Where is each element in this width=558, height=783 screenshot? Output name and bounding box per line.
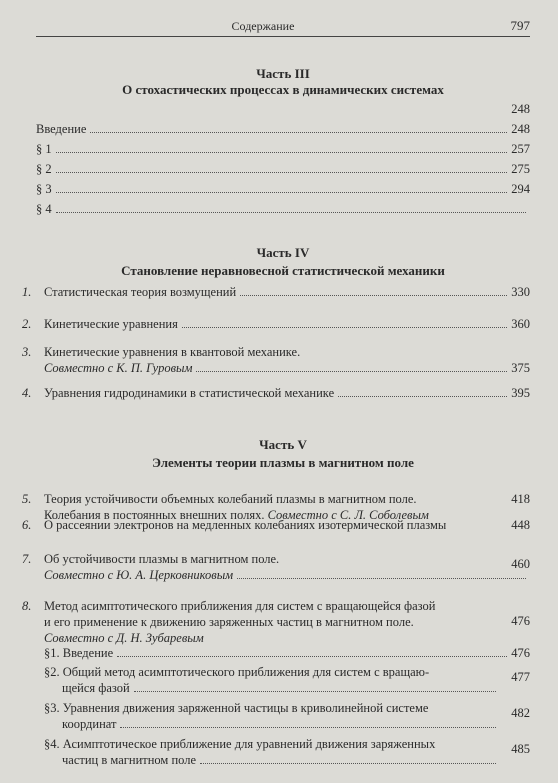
toc-entry-page: 275 [511, 162, 530, 176]
toc-entry-label: Об устойчивости плазмы в магнитном поле. [44, 552, 280, 566]
part4-title: Становление неравновесной статистической механики [121, 263, 445, 278]
running-head [36, 14, 530, 37]
toc-subentry-label-line2: координат [62, 717, 117, 731]
toc-entry-coauthor: Совместно с Д. Н. Зубаревым [44, 631, 204, 645]
leader-dots [120, 727, 496, 728]
toc-entry-page: 375 [511, 361, 530, 375]
toc-entry[interactable] [22, 344, 530, 378]
leader-dots [240, 295, 507, 296]
toc-entry[interactable] [36, 181, 530, 197]
toc-entry[interactable] [36, 201, 530, 217]
toc-entry-number: 7. [22, 552, 32, 566]
toc-entry-label-line1: Метод асимптотического приближения для систем с вращающейся фазой [44, 599, 436, 613]
toc-subentry[interactable] [44, 664, 530, 698]
toc-entry-label: § 2 [36, 162, 52, 176]
part3-top-page-row [36, 101, 530, 117]
toc-entry-label: Кинетические уравнения [44, 317, 178, 331]
toc-subentry[interactable] [44, 700, 530, 734]
leader-dots [117, 656, 507, 657]
toc-entry[interactable] [22, 284, 530, 300]
leader-dots [56, 172, 508, 173]
toc-entry-page: 448 [511, 518, 530, 532]
leader-dots [56, 192, 508, 193]
toc-entry-coauthor: Совместно с К. П. Гуровым [44, 361, 193, 375]
leader-dots [237, 578, 526, 579]
toc-entry-number: 8. [22, 599, 32, 613]
toc-entry-page: 330 [511, 285, 530, 299]
toc-entry-page: 257 [511, 142, 530, 156]
toc-entry-number: 2. [22, 317, 32, 331]
toc-entry-label-line2: Колебания в постоянных внешних полях. [44, 508, 265, 522]
toc-entry-label: § 3 [36, 182, 52, 196]
toc-entry-page: 248 [511, 122, 530, 136]
part5-title: Элементы теории плазмы в магнитном поле [152, 455, 414, 470]
toc-entry-coauthor: Совместно с С. Л. Соболевым [267, 508, 429, 522]
leader-dots [200, 763, 496, 764]
toc-subentry-label: §1. Введение [44, 646, 114, 660]
leader-dots [196, 371, 507, 372]
toc-subentry-page: 476 [511, 646, 530, 660]
toc-entry[interactable] [22, 551, 530, 585]
part3-label: Часть III [256, 66, 310, 81]
toc-subentry-label-line1: §4. Асимптотическое приближение для уравнений движения заряженных [44, 737, 436, 751]
toc-entry-page: 418 [511, 492, 530, 506]
toc-entry[interactable] [22, 517, 530, 535]
toc-entry-page: 360 [511, 317, 530, 331]
toc-entry-number: 4. [22, 386, 32, 400]
toc-entry[interactable] [22, 385, 530, 401]
leader-dots [90, 132, 507, 133]
leader-dots [56, 212, 526, 213]
leader-dots [56, 152, 508, 153]
leader-dots [338, 396, 507, 397]
part5-label: Часть V [259, 437, 307, 452]
toc-entry[interactable] [36, 161, 530, 177]
toc-entry-number: 3. [22, 345, 32, 359]
running-head-title: Содержание [231, 19, 295, 33]
toc-subentry-page: 477 [511, 670, 530, 684]
toc-entry-label: Уравнения гидродинамики в статистической механике [44, 386, 335, 400]
toc-entry-page: 395 [511, 386, 530, 400]
toc-subentry-label-line2: частиц в магнитном поле [62, 753, 197, 767]
toc-entry[interactable] [22, 598, 530, 648]
toc-entry-number: 6. [22, 518, 32, 532]
toc-entry-label: О рассеянии электронов на медленных колебаниях изотермической плазмы [44, 518, 447, 532]
toc-entry[interactable] [36, 121, 530, 137]
toc-entry[interactable] [36, 141, 530, 157]
toc-entry-label: § 1 [36, 142, 52, 156]
toc-subentry[interactable] [44, 645, 530, 661]
part3-top-page: 248 [511, 102, 530, 116]
toc-entry-label-line2: и его применение к движению заряженных частиц в магнитном поле. [44, 615, 414, 629]
toc-entry-number: 1. [22, 285, 32, 299]
part4-label: Часть IV [256, 245, 310, 260]
toc-entry-label: Кинетические уравнения в квантовой механике. [44, 345, 301, 359]
toc-entry-page: 294 [511, 182, 530, 196]
page-number: 797 [510, 18, 530, 33]
toc-entry-label: Введение [36, 122, 87, 136]
toc-entry-number: 5. [22, 492, 32, 506]
toc-subentry-label-line1: §3. Уравнения движения заряженной частицы в криволинейной системе [44, 701, 429, 715]
toc-entry-label: § 4 [36, 202, 52, 216]
toc-entry[interactable] [22, 316, 530, 332]
toc-entry-coauthor: Совместно с Ю. А. Церковниковым [44, 568, 234, 582]
toc-subentry-label-line2: щейся фазой [62, 681, 130, 695]
toc-subentry-label-line1: §2. Общий метод асимптотического приближения для систем с вращаю- [44, 665, 430, 679]
toc-entry-label: Статистическая теория возмущений [44, 285, 237, 299]
toc-subentry[interactable] [44, 736, 530, 770]
toc-entry-label-line1: Теория устойчивости объемных колебаний плазмы в магнитном поле. [44, 492, 417, 506]
toc-entry-page: 476 [511, 614, 530, 628]
toc-entry-page: 460 [511, 557, 530, 571]
leader-dots [134, 691, 496, 692]
leader-dots [182, 327, 507, 328]
toc-subentry-page: 482 [511, 706, 530, 720]
part3-title: О стохастических процессах в динамических системах [122, 82, 444, 97]
toc-subentry-page: 485 [511, 742, 530, 756]
